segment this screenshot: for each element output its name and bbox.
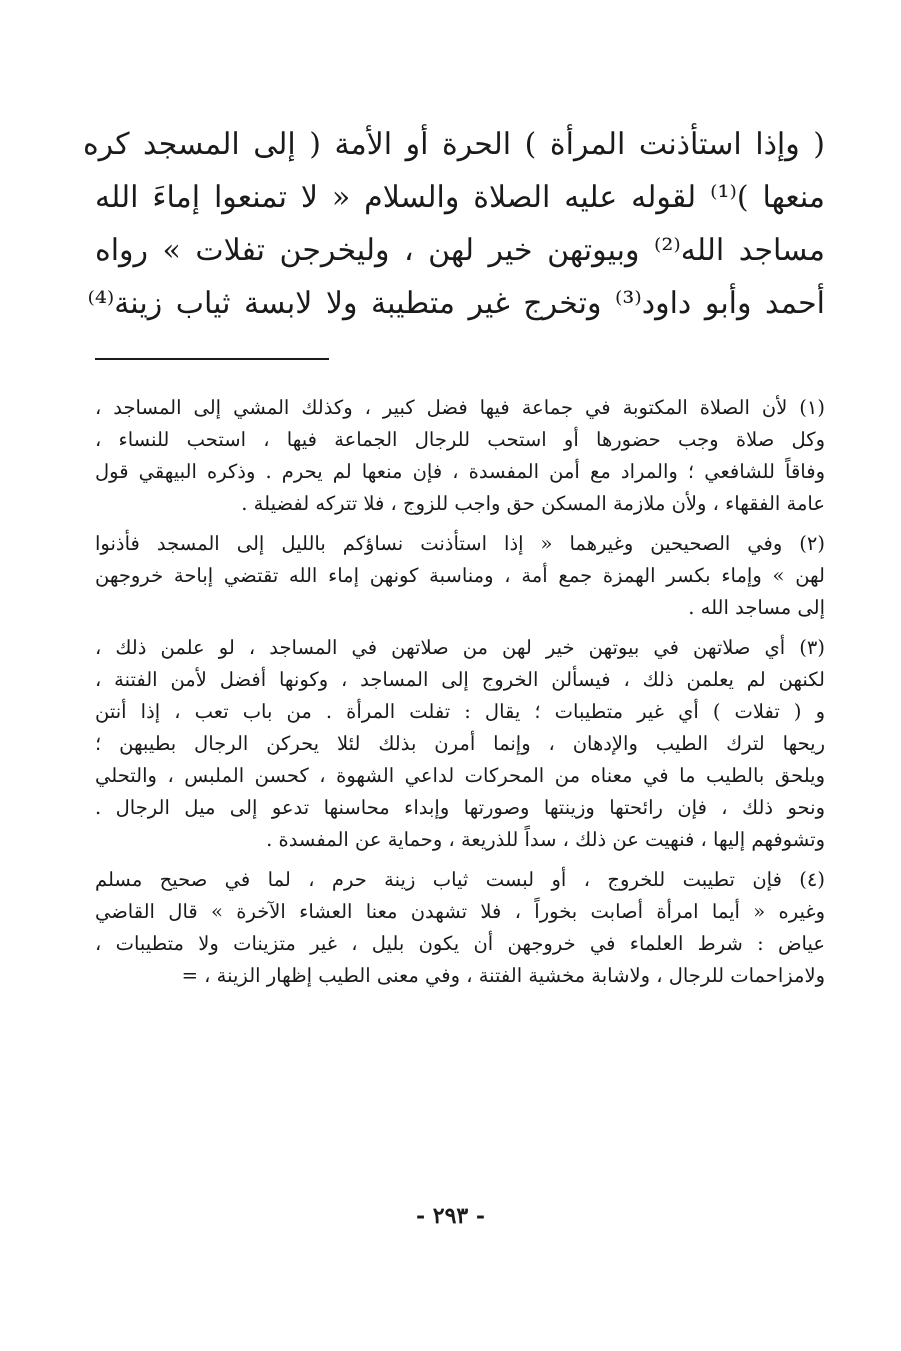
- main-text: [82, 118, 826, 330]
- footnote-line: ويلحق بالطيب ما في معناه من المحركات لداعي الشهوة ، كحسن الملبس ، والتحلي: [95, 764, 825, 787]
- footnote-2: [95, 528, 825, 624]
- main-text-line: أحمد وأبو داود⁽³⁾ وتخرج غير متطيبة ولا لابسة ثياب زينة⁽⁴⁾: [87, 286, 825, 321]
- page-number: - ٢٩٣ -: [415, 1203, 486, 1229]
- footnote-line: لهن » وإماء بكسر الهمزة جمع أمة ، ومناسبة كونهن إماء الله تقتضي إباحة خروجهن: [95, 564, 825, 587]
- footnote-line: و ( تفلات ) أي غير متطيبات ؛ يقال : تفلت المرأة . من باب تعب ، إذا أنتن: [95, 700, 825, 723]
- main-text-line: ( وإذا استأذنت المرأة ) الحرة أو الأمة ( إلى المسجد كره: [82, 127, 825, 162]
- footnote-line: لكنهن لم يعلمن ذلك ، فيسألن الخروج إلى المساجد ، وكونها أفضل لأمن الفتنة ،: [95, 668, 825, 691]
- footnotes: [95, 392, 825, 1000]
- footnote-4: [95, 864, 825, 992]
- footnote-line: وفاقاً للشافعي ؛ والمراد مع أمن المفسدة ، فإن منعها لم يحرم . وذكره البيهقي قول: [95, 460, 825, 483]
- footnote-line: عامة الفقهاء ، ولأن ملازمة المسكن حق واجب للزوج ، فلا تتركه لفضيلة .: [241, 492, 825, 515]
- main-text-line: مساجد الله⁽²⁾ وبيوتهن خير لهن ، وليخرجن تفلات » رواه: [95, 233, 825, 268]
- footnote-line: (٤) فإن تطيبت للخروج ، أو لبست ثياب زينة حرم ، لما في صحيح مسلم: [95, 868, 825, 891]
- footnote-line: ريحها لترك الطيب والإدهان ، وإنما أمرن بذلك لئلا يحركن الرجال بطيبهن ؛: [95, 732, 825, 755]
- footnote-3: [95, 632, 825, 856]
- footnote-divider: [95, 358, 329, 360]
- footnote-line: إلى مساجد الله .: [688, 596, 825, 619]
- footnote-line: ولامزاحمات للرجال ، ولاشابة مخشية الفتنة ، وفي معنى الطيب إظهار الزينة ، =: [181, 964, 825, 987]
- footnote-line: وغيره « أيما امرأة أصابت بخوراً ، فلا تشهدن معنا العشاء الآخرة » قال القاضي: [95, 900, 825, 923]
- footnote-line: (٣) أي صلاتهن في بيوتهن خير لهن من صلاتهن في المساجد ، لو علمن ذلك ،: [95, 636, 825, 659]
- footnote-line: (١) لأن الصلاة المكتوبة في جماعة فيها فضل كبير ، وكذلك المشي إلى المساجد ،: [95, 396, 825, 419]
- footnote-line: عياض : شرط العلماء في خروجهن أن يكون بليل ، غير متزينات ولا متطيبات ،: [95, 932, 825, 955]
- footnote-line: وتشوفهم إليها ، فنهيت عن ذلك ، سداً للذريعة ، وحماية عن المفسدة .: [266, 828, 825, 851]
- footnote-line: (٢) وفي الصحيحين وغيرهما « إذا استأذنت نساؤكم بالليل إلى المسجد فأذنوا: [95, 532, 825, 555]
- footnote-1: [95, 392, 825, 520]
- main-text-line: منعها )⁽¹⁾ لقوله عليه الصلاة والسلام « لا تمنعوا إماءَ الله: [95, 180, 826, 215]
- footnote-line: وكل صلاة وجب حضورها أو استحب للرجال الجماعة فيها ، استحب للنساء ،: [95, 428, 825, 451]
- footnote-line: ونحو ذلك ، فإن رائحتها وزينتها وصورتها وإبداء محاسنها تدعو إلى ميل الرجال .: [95, 796, 825, 819]
